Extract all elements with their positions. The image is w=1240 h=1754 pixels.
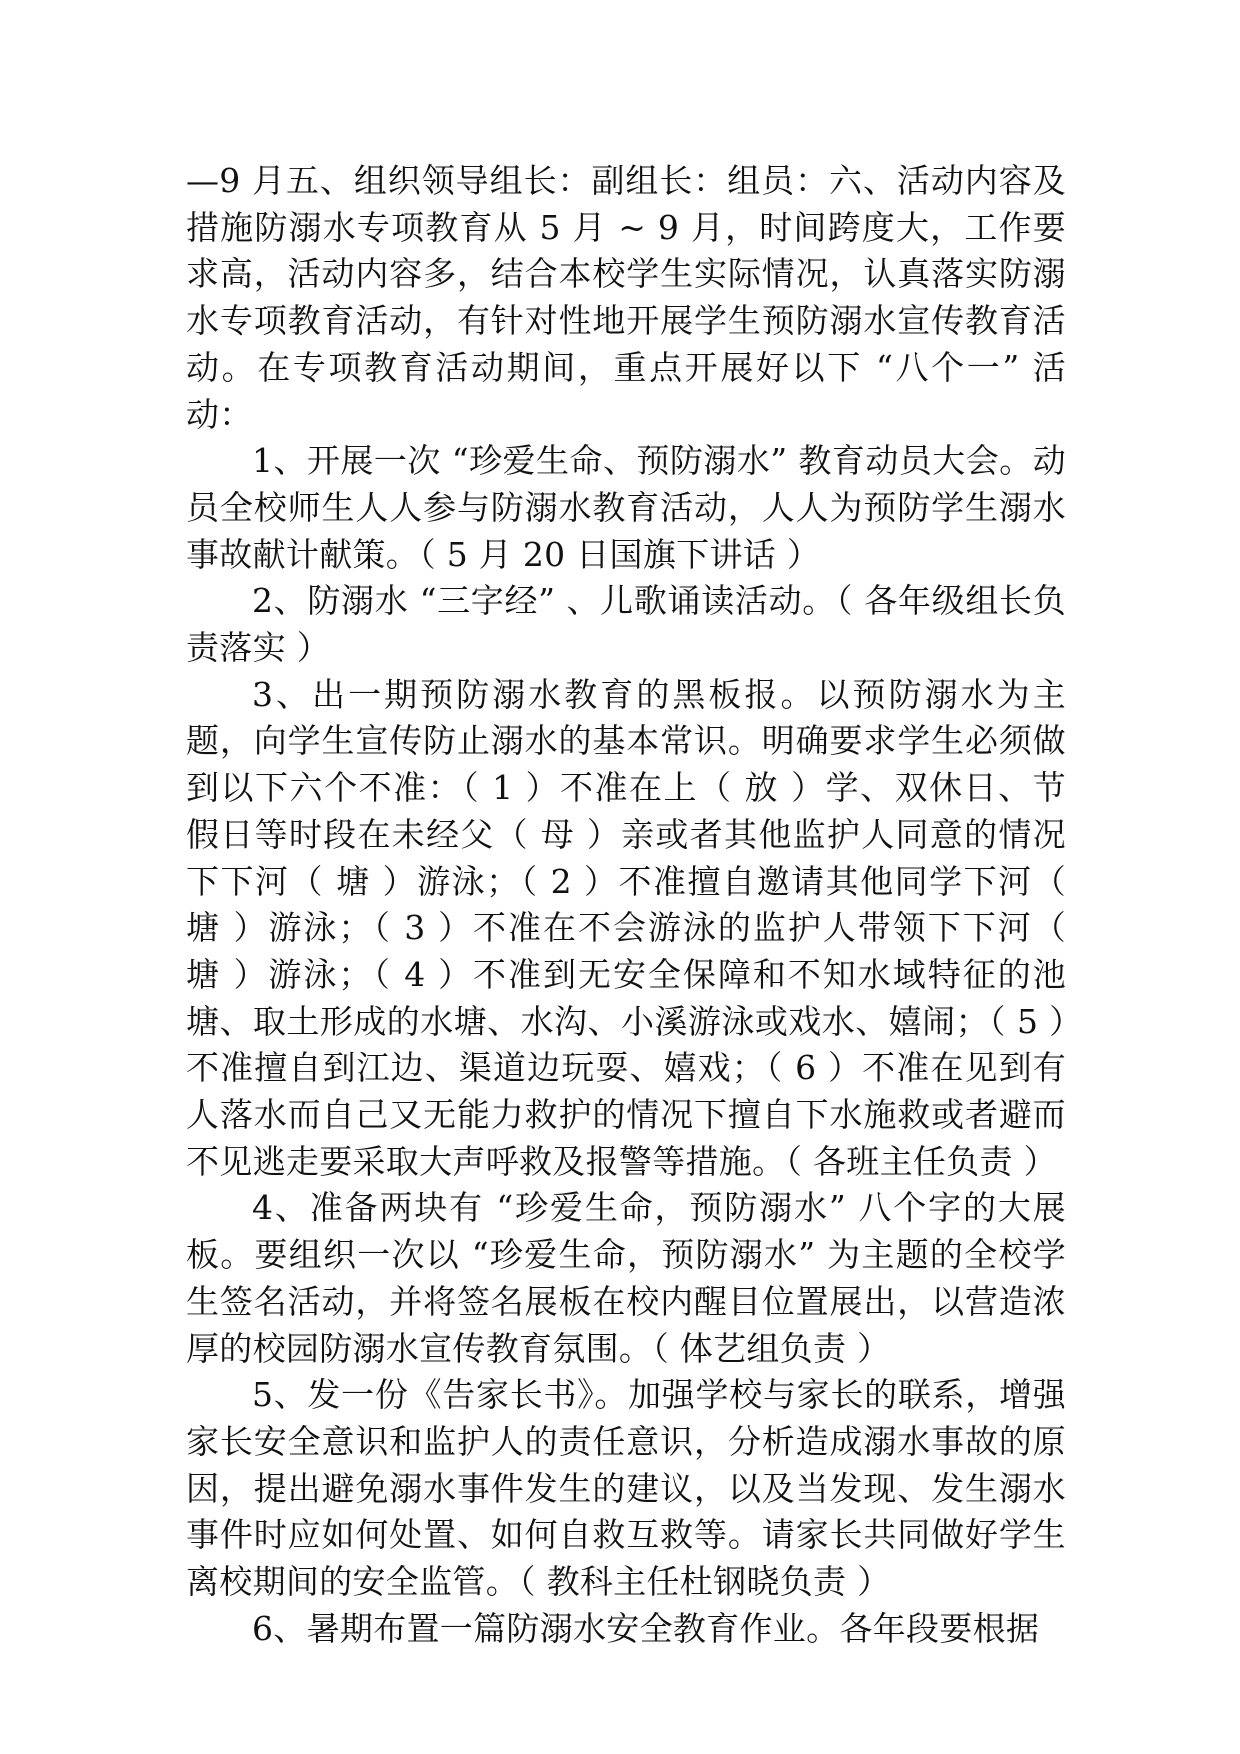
paragraph-item-4: 4、准备两块有 “珍爱生命，预防溺水” 八个字的大展板。要组织一次以 “珍爱生命，预防溺水” 为主题的全校学生签名活动，并将签名展板在校内醒目位置展出，以营造浓厚的校园防溺水宣传教育氛围。（ 体艺组负责 ）: [186, 1188, 1066, 1368]
paragraph-item-5: 5、发一份《告家长书》。加强学校与家长的联系，增强家长安全意识和监护人的责任意识，分析造成溺水事故的原因，提出避免溺水事件发生的建议，以及当发现、发生溺水事件时应如何处置、如何自救互救等。请家长共同做好学生离校期间的安全监管。（ 教科主任杜钢晓负责 ）: [186, 1375, 1066, 1602]
paragraph-item-1: 1、开展一次 “珍爱生命、预防溺水” 教育动员大会。动员全校师生人人参与防溺水教育活动，人人为预防学生溺水事故献计献策。（ 5 月 20 日国旗下讲话 ）: [186, 441, 1066, 574]
paragraph-item-3: 3、出一期预防溺水教育的黑板报。以预防溺水为主题，向学生宣传防止溺水的基本常识。明确要求学生必须做到以下六个不准：（ 1 ）不准在上（ 放 ）学、双休日、节假日等时段在未经父（ 母 ）亲或者其他监护人同意的情况下下河（ 塘 ）游泳；（ 2 ）不准擅自邀请其他同学下河（ 塘 ）游泳；（ 3 ）不准在不会游泳的监护人带领下下河（ 塘 ）游泳；（ 4 ）不准到无安全保障和不知水域特征的池塘、取土形成的水塘、水沟、小溪游泳或戏水、嬉闹；（ 5 ）不准擅自到江边、渠道边玩耍、嬉戏；（ 6 ）不准在见到有人落水而自己又无能力救护的情况下擅自下水施救或者避而不见逃走要采取大声呼救及报警等措施。（ 各班主任负责 ）: [186, 674, 1066, 1181]
paragraph-item-2: 2、防溺水 “三字经” 、儿歌诵读活动。（ 各年级组长负责落实 ）: [186, 581, 1066, 668]
document-body: [186, 158, 1066, 1653]
paragraph-item-6: 6、暑期布置一篇防溺水安全教育作业。各年段要根据: [252, 1608, 1040, 1648]
paragraph-intro: —9 月五、组织领导组长：副组长：组员：六、活动内容及措施防溺水专项教育从 5 月 ~ 9 月，时间跨度大，工作要求高，活动内容多，结合本校学生实际情况，认真落实防溺水专项教育活动，有针对性地开展学生预防溺水宣传教育活动。在专项教育活动期间，重点开展好以下 “八个一” 活动：: [186, 161, 1066, 434]
